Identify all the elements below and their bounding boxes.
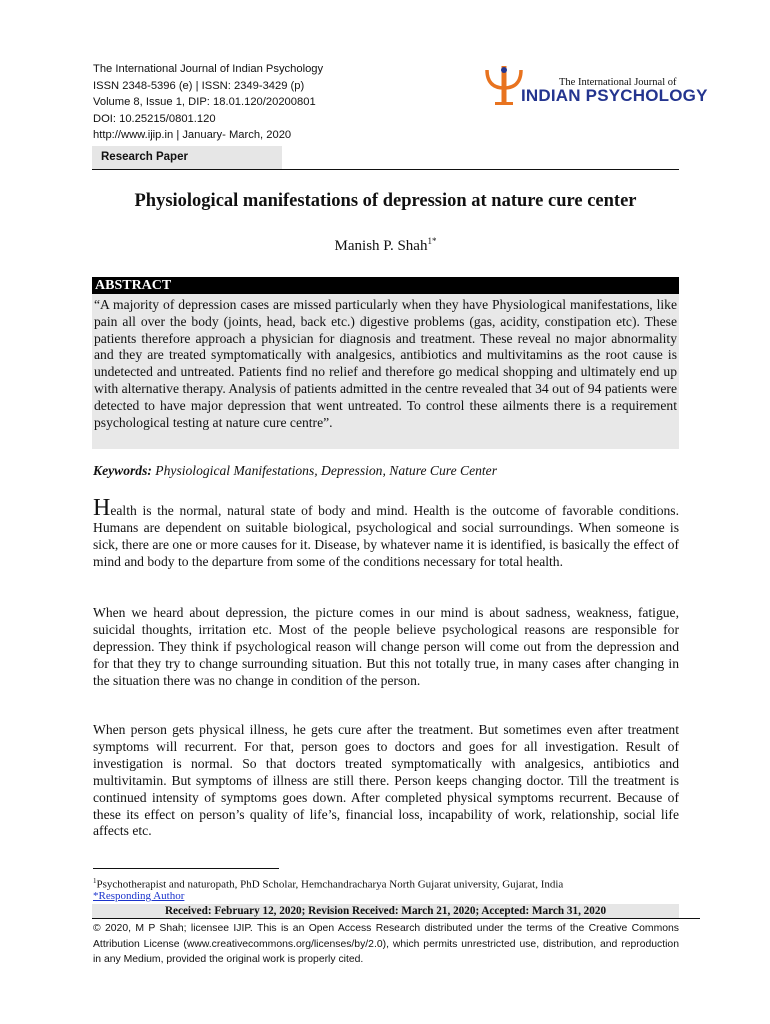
issn-line: ISSN 2348-5396 (e) | ISSN: 2349-3429 (p) (93, 79, 305, 92)
author-line (92, 236, 679, 255)
footnote-mark: 1 (93, 877, 97, 885)
footnote-divider (93, 868, 279, 869)
paper-title: Physiological manifestations of depression at nature cure center (134, 191, 637, 211)
article-type-tab (92, 146, 282, 169)
author-marks: 1* (427, 236, 437, 246)
drop-cap: H (93, 495, 111, 521)
keywords-line (93, 463, 497, 479)
abstract-text: “A majority of depression cases are missed particularly when they have Physiological manifestations, like pain all over the body (joints, head, back etc.) digestive problems (gas, acidity, constipation etc). These patients therefore approach a physician for diagnosis and treatment. These reveal no major abnormality and they are treated symptomatically with analgesics, antibiotics and multivitamins as the root cause is undetected and untreated. Patients find no relief and therefore go medical shopping and ultimately end up with alternative therapy. Analysis of patients admitted in the centre revealed that 34 out of 94 patients were detected to have major depression that went untreated. To control these ailments there is a requirement psychological testing at nature cure centre”. (92, 294, 679, 449)
footnote-affiliation (93, 877, 563, 891)
volume-line: Volume 8, Issue 1, DIP: 18.01.120/20200801 (93, 96, 316, 108)
article-type-label: Research Paper (101, 151, 188, 163)
author-name: Manish P. Shah (334, 238, 428, 254)
body-paragraph-1 (93, 495, 679, 571)
logo-subtitle: The International Journal of (559, 77, 677, 88)
header-divider (92, 169, 679, 170)
url-date-line: http://www.ijip.in | January- March, 2020 (93, 129, 292, 141)
psi-logo-icon (483, 64, 525, 106)
abstract-heading: ABSTRACT (92, 277, 679, 294)
journal-logo (483, 62, 708, 110)
keywords-label: Keywords: (93, 463, 152, 478)
responding-author-link[interactable]: *Responding Author (93, 890, 185, 902)
received-dates: Received: February 12, 2020; Revision Received: March 21, 2020; Accepted: March 31, 2020 (92, 904, 679, 918)
affiliation-text: Psychotherapist and naturopath, PhD Scholar, Hemchandracharya North Gujarat university, Gujarat, India (96, 878, 564, 891)
license-text: © 2020, M P Shah; licensee IJIP. This is an Open Access Research distributed under the terms of the Creative Commons Attribution License (www.creativecommons.org/licenses/by/2.0), which permits unrestricted use, distribution, and reproduction in any Medium, provided the original work is properly cited. (93, 923, 679, 965)
body-paragraph-2: When we heard about depression, the picture comes in our mind is about sadness, weakness, fatigue, suicidal thoughts, irritation etc. Most of the people believe psychological reasons are responsible for depression. They think if psychological reason will change person will come out from the depression and for that they try to change surrounding situation. But this not totally true, in many cases after changing in the situation there was no change in condition of the person. (93, 605, 679, 688)
journal-name: The International Journal of Indian Psychology (93, 63, 324, 75)
journal-header (93, 61, 323, 144)
body-paragraph-3: When person gets physical illness, he gets cure after the treatment. But sometimes even after treatment symptoms will recurrent. For that, person goes to doctors and goes for all investigation. Result of investigation is normal. So that doctors treated symptomatically with analgesics, antibiotics and multivitamin. But symptoms of illness are still there. Person keeps changing doctor. Till the treatment is continued intensity of symptoms goes down. After completed physical symptoms recurrent. Because of these its effect on person’s quality of life’s, financial loss, incapability of work, relationship, social life affects etc. (93, 722, 679, 839)
paragraph-1-text: ealth is the normal, natural state of body and mind. Health is the outcome of favorable conditions. Humans are dependent on suitable biological, psychological and social surroundings. When someone is sick, there are one or more causes for it. Disease, by whatever name it is identified, is basically the effect of mind and body to the departure from some of the conditions necessary for total health. (93, 503, 679, 569)
footer-divider (92, 918, 700, 919)
logo-title: INDIAN PSYCHOLOGY (521, 86, 708, 105)
doi-line: DOI: 10.25215/0801.120 (93, 112, 216, 125)
keywords-text: Physiological Manifestations, Depression, Nature Cure Center (151, 463, 498, 478)
